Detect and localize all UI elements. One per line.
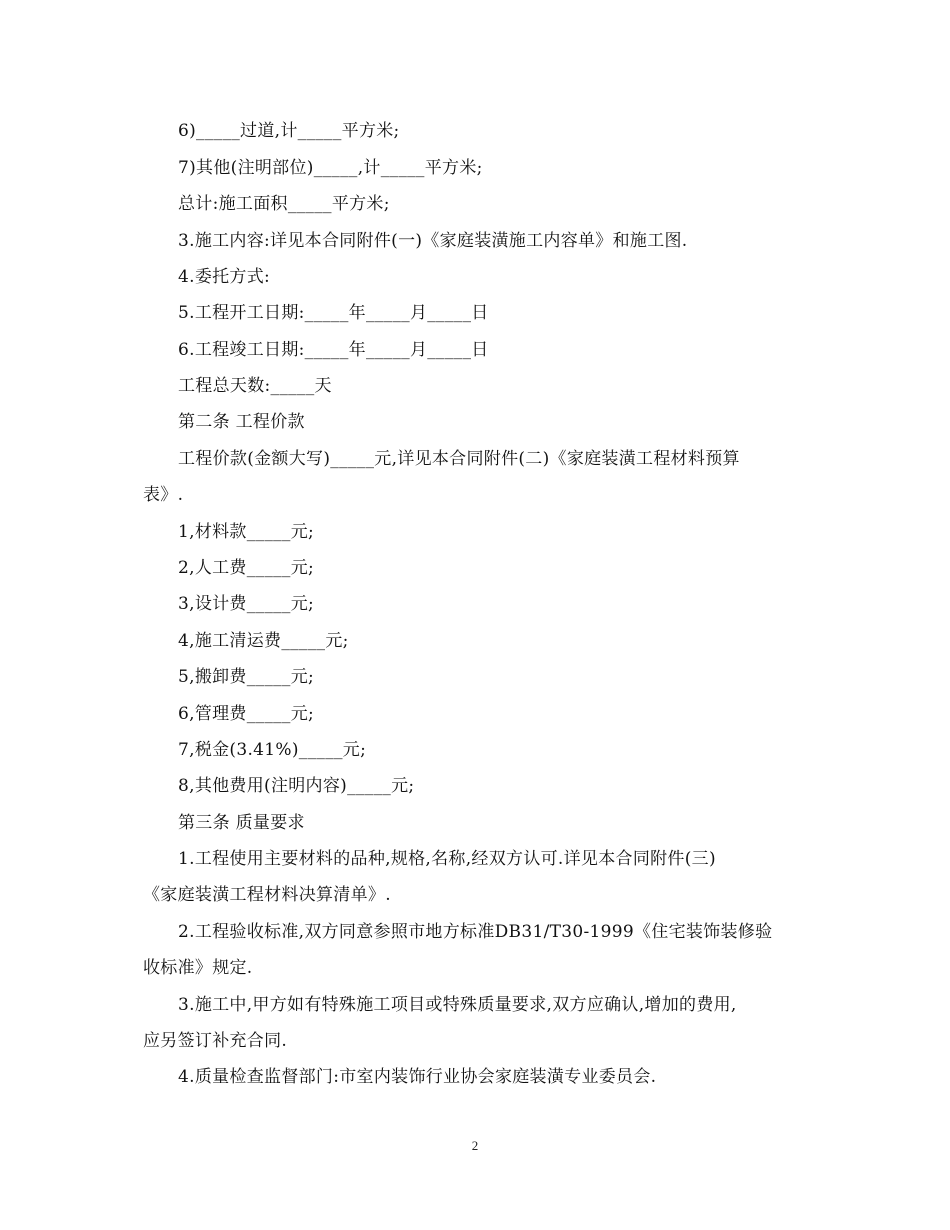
section-heading: 第二条 工程价款	[178, 412, 305, 432]
page-number: 2	[471, 1138, 479, 1153]
text-line: 4,施工清运费_____元;	[178, 631, 349, 651]
text-line: 5.工程开工日期:_____年_____月_____日	[178, 303, 489, 323]
text-line: 5,搬卸费_____元;	[178, 667, 315, 687]
text-line: 2,人工费_____元;	[178, 558, 315, 578]
text-line: 4.委托方式:	[178, 267, 271, 287]
text-line: 表》.	[143, 485, 184, 505]
text-line: 6)_____过道,计_____平方米;	[178, 121, 400, 141]
text-line: 1,材料款_____元;	[178, 522, 315, 542]
text-line: 1.工程使用主要材料的品种,规格,名称,经双方认可.详见本合同附件(三)	[178, 849, 716, 869]
text-line: 2.工程验收标准,双方同意参照市地方标准DB31/T30-1999《住宅装饰装修验	[178, 922, 773, 942]
text-line: 3.施工内容:详见本合同附件(一)《家庭装潢施工内容单》和施工图.	[178, 231, 688, 251]
text-line: 工程总天数:_____天	[178, 376, 332, 396]
text-line: 《家庭装潢工程材料决算清单》.	[143, 885, 391, 905]
text-line: 6,管理费_____元;	[178, 704, 315, 724]
text-line: 收标准》规定.	[143, 958, 253, 978]
text-line: 工程价款(金额大写)_____元,详见本合同附件(二)《家庭装潢工程材料预算	[178, 449, 740, 469]
text-line: 4.质量检查监督部门:市室内装饰行业协会家庭装潢专业委员会.	[178, 1067, 657, 1087]
text-line: 总计:施工面积_____平方米;	[178, 194, 390, 214]
text-line: 6.工程竣工日期:_____年_____月_____日	[178, 340, 489, 360]
text-line: 8,其他费用(注明内容)_____元;	[178, 776, 415, 796]
text-line: 应另签订补充合同.	[143, 1031, 288, 1051]
section-heading: 第三条 质量要求	[178, 813, 305, 833]
text-line: 3,设计费_____元;	[178, 594, 315, 614]
text-line: 7)其他(注明部位)_____,计_____平方米;	[178, 158, 483, 178]
text-line: 3.施工中,甲方如有特殊施工项目或特殊质量要求,双方应确认,增加的费用,	[178, 995, 737, 1015]
text-line: 7,税金(3.41%)_____元;	[178, 740, 367, 760]
